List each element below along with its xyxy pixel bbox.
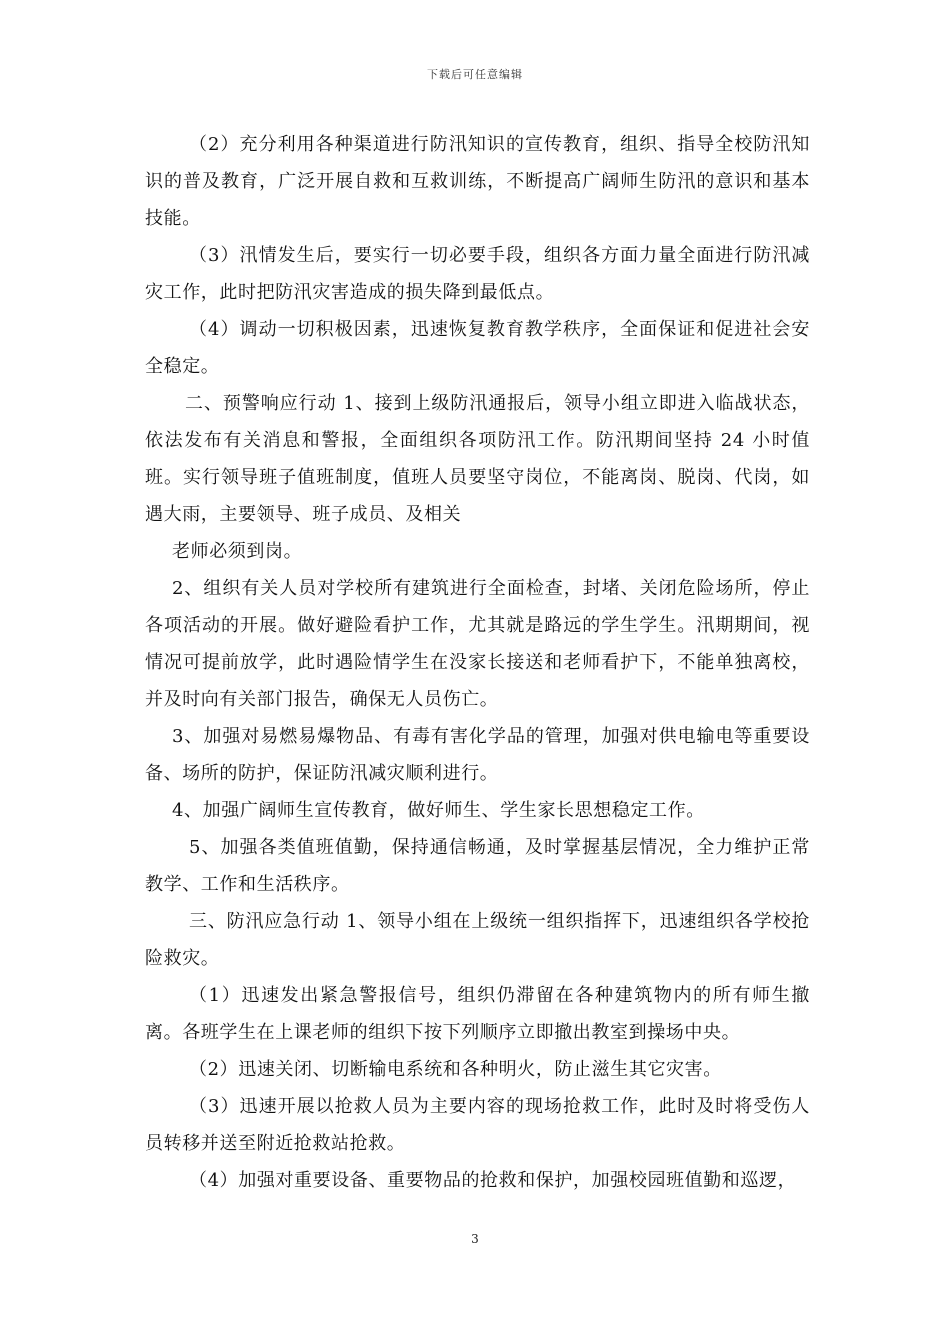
paragraph-duty-communication: 5、加强各类值班值勤，保持通信畅通，及时掌握基层情况，全力维护正常教学、工作和生活秩序。 [145,837,810,895]
document-body [145,126,810,1199]
paragraph-teachers-on-duty: 老师必须到岗。 [172,541,303,562]
paragraph-warning-response: 二、预警响应行动 1、接到上级防汛通报后，领导小组立即进入临战状态，依法发布有关消息和警报，全面组织各项防汛工作。防汛期间坚持 24 小时值班。实行领导班子值班制度，值班人员要坚守岗位，不能离岗、脱岗、代岗，如遇大雨，主要领导、班子成员、及相关 [145,393,810,525]
paragraph-disaster-reduction: （3）汛情发生后，要实行一切必要手段，组织各方面力量全面进行防汛减灾工作，此时把防汛灾害造成的损失降到最低点。 [145,245,810,303]
paragraph-publicity-education: 4、加强广阔师生宣传教育，做好师生、学生家长思想稳定工作。 [172,800,705,821]
paragraph-evacuation: （1）迅速发出紧急警报信号，组织仍滞留在各种建筑物内的所有师生撤离。各班学生在上课老师的组织下按下列顺序立即撤出教室到操场中央。 [145,985,810,1043]
paragraph-equipment-protection: （4）加强对重要设备、重要物品的抢救和保护，加强校园班值勤和巡逻， [189,1170,797,1191]
page-number: 3 [471,1232,479,1246]
paragraph-rescue-work: （3）迅速开展以抢救人员为主要内容的现场抢救工作，此时及时将受伤人员转移并送至附近抢救站抢救。 [145,1096,810,1154]
paragraph-restore-order: （4）调动一切积极因素，迅速恢复教育教学秩序，全面保证和促进社会安全稳定。 [145,319,810,377]
page-header: 下载后可任意编辑 [427,68,523,81]
paragraph-power-shutdown: （2）迅速关闭、切断输电系统和各种明火，防止滋生其它灾害。 [189,1059,722,1080]
paragraph-flood-education: （2）充分利用各种渠道进行防汛知识的宣传教育，组织、指导全校防汛知识的普及教育，广泛开展自救和互救训练，不断提高广阔师生防汛的意识和基本技能。 [145,134,810,229]
paragraph-building-inspection: 2、组织有关人员对学校所有建筑进行全面检查，封堵、关闭危险场所，停止各项活动的开展。做好避险看护工作，尤其就是路远的学生学生。汛期期间，视情况可提前放学，此时遇险情学生在没家长接送和老师看护下，不能单独离校，并及时向有关部门报告，确保无人员伤亡。 [145,578,810,710]
paragraph-hazardous-materials: 3、加强对易燃易爆物品、有毒有害化学品的管理，加强对供电输电等重要设备、场所的防护，保证防汛减灾顺利进行。 [145,726,810,784]
paragraph-emergency-action: 三、防汛应急行动 1、领导小组在上级统一组织指挥下，迅速组织各学校抢险救灾。 [145,911,810,969]
